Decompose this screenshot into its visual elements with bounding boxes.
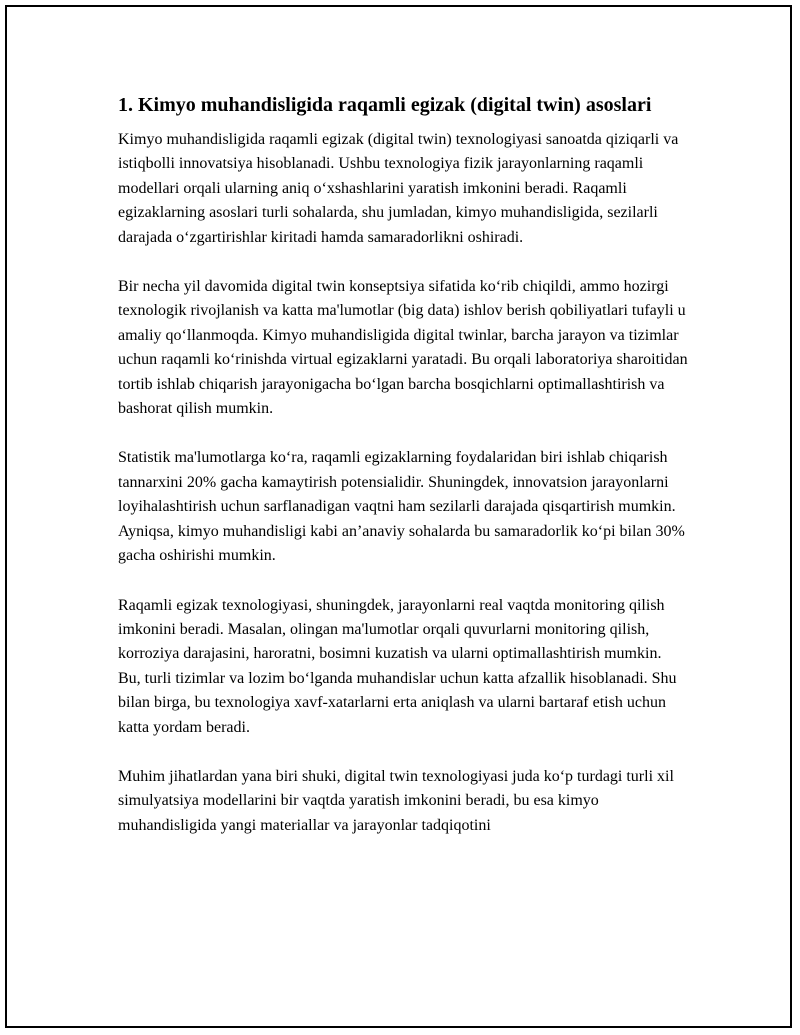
document-body <box>118 92 688 838</box>
paragraph-2: Bir necha yil davomida digital twin konseptsiya sifatida ko‘rib chiqildi, ammo hozirgi texnologik rivojlanish va katta ma'lumotlar (big data) ishlov berish qobiliyatlari tufayli u amaliy qo‘llanmoqda. Kimyo muhandisligida digital twinlar, barcha jarayon va tizimlar uchun raqamli ko‘rinishda virtual egizaklarni yaratadi. Bu orqali laboratoriya sharoitidan tortib ishlab chiqarish jarayonigacha bo‘lgan barcha bosqichlarni optimallashtirish va bashorat qilish mumkin. <box>118 278 688 418</box>
paragraph-1: Kimyo muhandisligida raqamli egizak (digital twin) texnologiyasi sanoatda qiziqarli va istiqbolli innovatsiya hisoblanadi. Ushbu texnologiya fizik jarayonlarning raqamli modellari orqali ularning aniq o‘xshashlarini yaratish imkonini beradi. Raqamli egizaklarning asoslari turli sohalarda, shu jumladan, kimyo muhandisligida, sezilarli darajada o‘zgartirishlar kiritadi hamda samaradorlikni oshiradi. <box>118 131 679 246</box>
paragraph-4: Raqamli egizak texnologiyasi, shuningdek, jarayonlarni real vaqtda monitoring qilish imkonini beradi. Masalan, olingan ma'lumotlar orqali quvurlarni monitoring qilish, korroziya darajasini, haroratni, bosimni kuzatish va ularni optimallashtirish mumkin. Bu, turli tizimlar va lozim bo‘lganda muhandislar uchun katta afzallik hisoblanadi. Shu bilan birga, bu texnologiya xavf-xatarlarni erta aniqlash va ularni bartaraf etish uchun katta yordam beradi. <box>118 596 677 736</box>
paragraph-3: Statistik ma'lumotlarga ko‘ra, raqamli egizaklarning foydalaridan biri ishlab chiqarish tannarxini 20% gacha kamaytirish potensialidir. Shuningdek, innovatsion jarayonlarni loyihalashtirish uchun sarflanadigan vaqtni ham sezilarli darajada qisqartirish mumkin. Ayniqsa, kimyo muhandisligi kabi an’anaviy sohalarda bu samaradorlik ko‘pi bilan 30% gacha oshirishi mumkin. <box>118 449 685 565</box>
paragraph-5: Muhim jihatlardan yana biri shuki, digital twin texnologiyasi juda ko‘p turdagi turli xil simulyatsiya modellarini bir vaqtda yaratish imkonini beradi, bu esa kimyo muhandisligida yangi materiallar va jarayonlar tadqiqotini <box>118 767 674 834</box>
section-heading: 1. Kimyo muhandisligida raqamli egizak (digital twin) asoslari <box>118 94 652 116</box>
